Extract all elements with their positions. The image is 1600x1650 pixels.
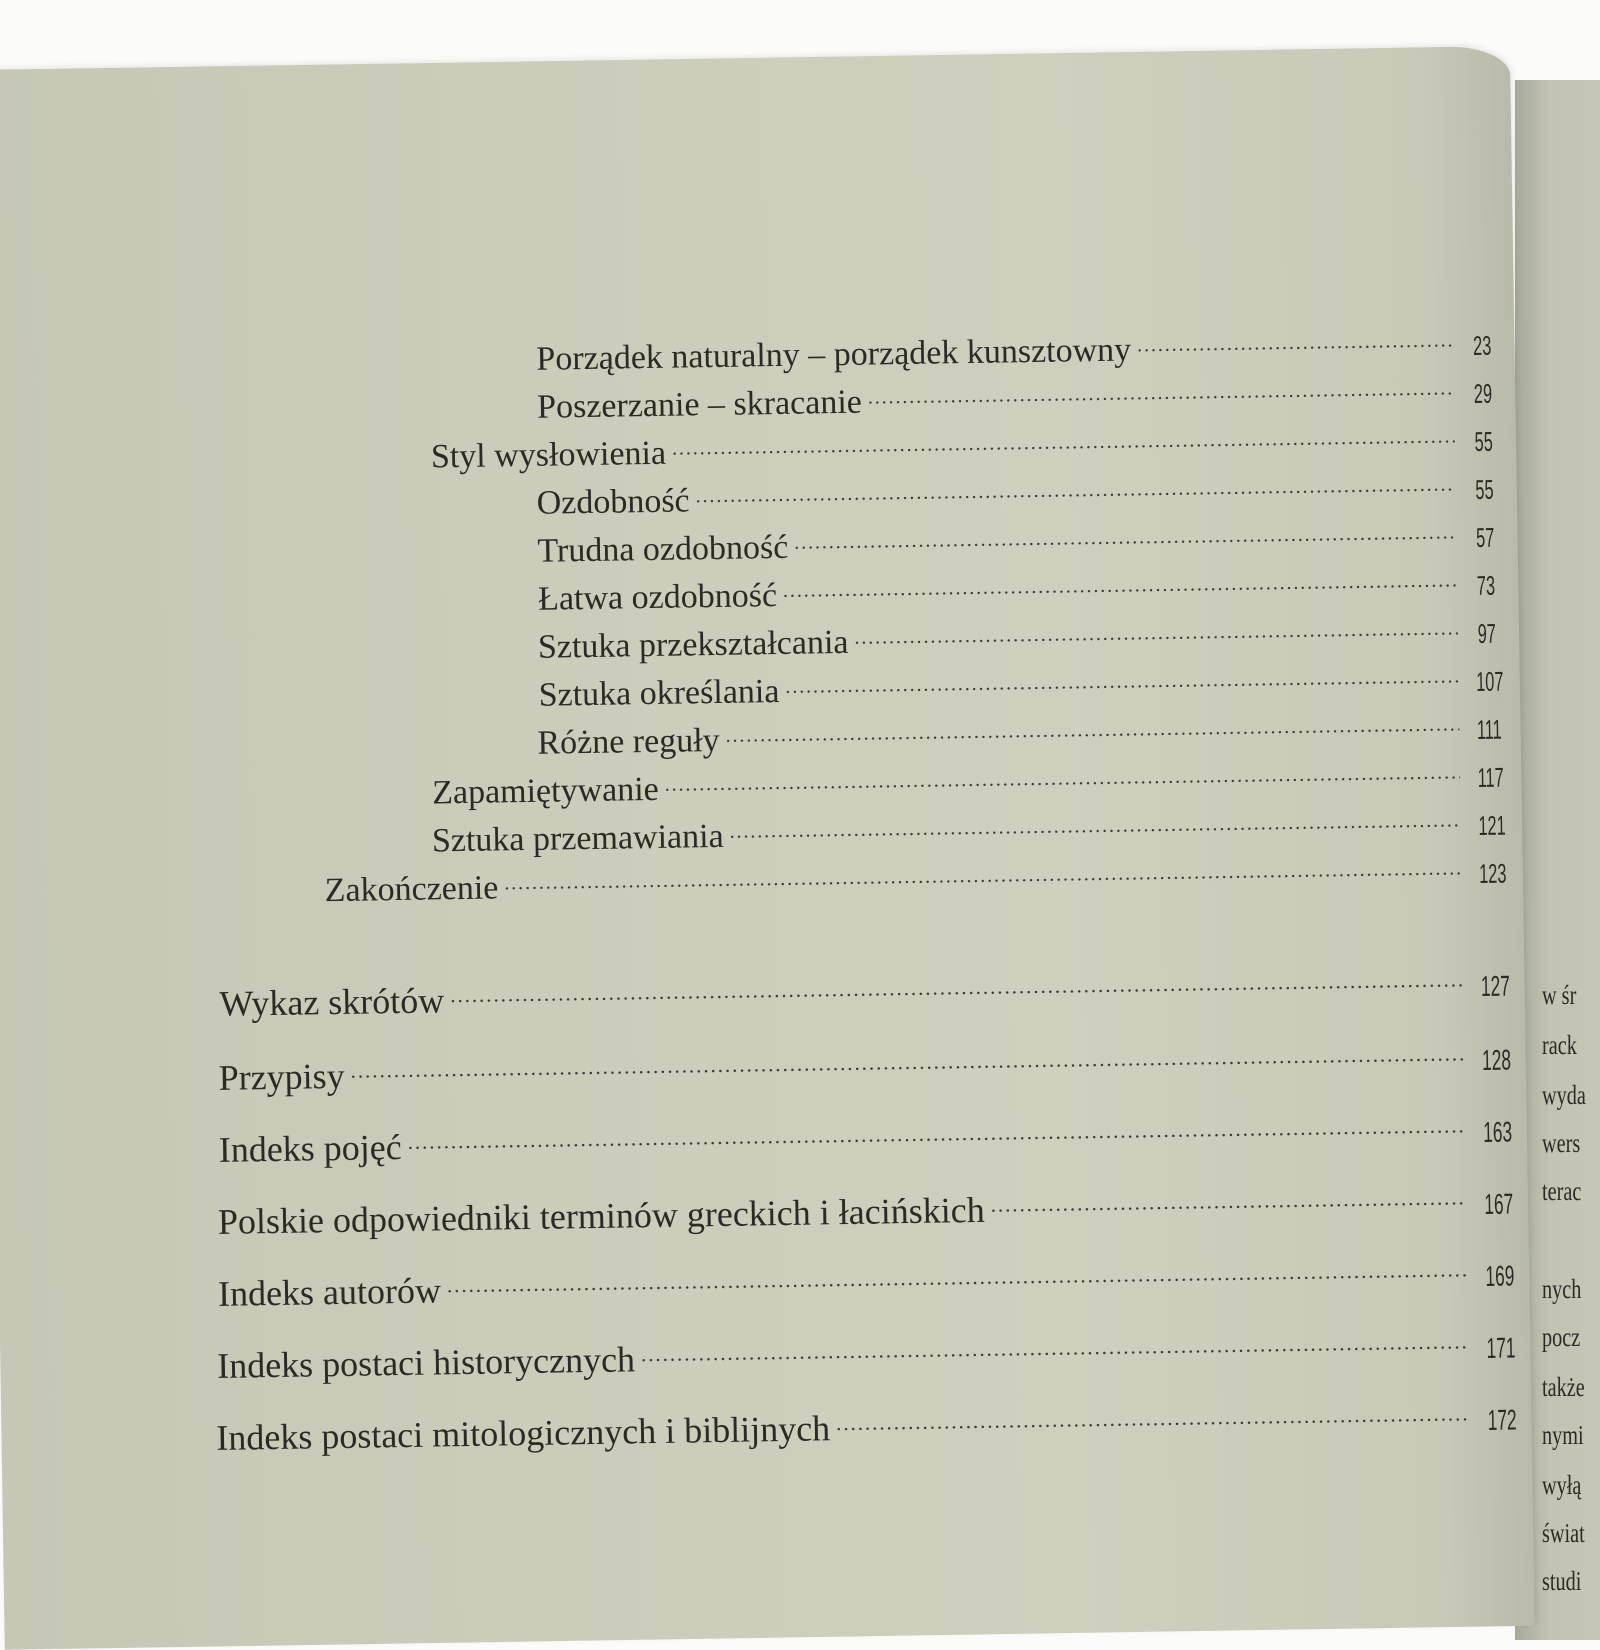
toc-entry: [217, 1174, 1514, 1243]
dot-leader: [867, 366, 1454, 413]
toc-entry: [218, 1102, 1513, 1171]
toc-entry-page: 163: [1483, 1116, 1513, 1149]
toc-entry-page: 123: [1478, 857, 1507, 890]
dot-leader: [990, 1174, 1467, 1221]
toc-entry-page: 172: [1487, 1404, 1517, 1437]
toc-entry-page: 55: [1475, 474, 1494, 506]
right-page-fragment: wers: [1542, 1128, 1581, 1158]
right-page-fragment: rack: [1542, 1030, 1577, 1060]
toc-entry-page: 111: [1476, 714, 1502, 746]
toc-entry-title: Przypisy: [218, 1055, 345, 1098]
toc-entry: [216, 1318, 1516, 1387]
toc-entry-title: Indeks postaci historycznych: [216, 1338, 636, 1386]
toc-entry-page: 127: [1480, 970, 1511, 1003]
toc-entry-title: Sztuka określania: [538, 673, 780, 715]
right-page-fragment: wyłą: [1542, 1470, 1582, 1500]
toc-entry-title: Indeks pojęć: [218, 1126, 402, 1170]
right-page-fragment: studi: [1542, 1566, 1582, 1596]
toc-entry: [219, 956, 1511, 1025]
toc-entry-page: 128: [1481, 1044, 1512, 1077]
toc-entry: [215, 1390, 1517, 1459]
toc-entry-title: Poszerzanie – skracanie: [536, 384, 863, 427]
toc-entry-title: Polskie odpowiedniki terminów greckich i łacińskich: [217, 1189, 985, 1242]
toc-entry-page: 107: [1475, 665, 1504, 698]
toc-entry-page: 169: [1485, 1260, 1515, 1293]
dot-leader: [447, 1246, 1469, 1302]
dot-leader: [450, 956, 1464, 1012]
toc-entry-page: 73: [1476, 570, 1496, 602]
toc-entry-page: 29: [1473, 378, 1493, 410]
toc-entry-title: Ozdobność: [536, 482, 690, 523]
toc-entry-title: Trudna ozdobność: [537, 529, 789, 571]
right-page-fragment: także: [1542, 1372, 1585, 1402]
toc-entry-title: Różne reguły: [537, 722, 720, 763]
toc-entry-title: Sztuka przekształcania: [537, 624, 849, 667]
toc-entry: [218, 1030, 1512, 1099]
toc-entry: [217, 1246, 1515, 1315]
right-page-fragment: nymi: [1542, 1420, 1584, 1450]
toc-entry-page: 57: [1475, 522, 1495, 554]
toc-entry-title: Zapamiętywanie: [431, 771, 660, 812]
toc-entry-page: 23: [1472, 330, 1492, 362]
right-page-fragment: wyda: [1542, 1080, 1586, 1110]
right-page-fragment: pocz: [1542, 1322, 1581, 1352]
toc-entry-title: Łatwa ozdobność: [537, 577, 778, 619]
toc-entry-title: Wykaz skrótów: [219, 979, 445, 1024]
toc-entry-page: 97: [1477, 618, 1497, 650]
toc-entry-title: Indeks postaci mitologicznych i biblijnych: [215, 1407, 831, 1458]
dot-leader: [641, 1318, 1470, 1371]
toc-entry-title: Zakończenie: [324, 869, 499, 910]
toc-entry-title: Sztuka przemawiania: [431, 818, 724, 860]
dot-leader: [854, 606, 1458, 653]
dot-leader: [407, 1102, 1466, 1158]
toc-entry-page: 167: [1484, 1188, 1514, 1221]
right-page-fragment: nych: [1542, 1274, 1582, 1304]
toc-entry-title: Indeks autorów: [217, 1269, 442, 1314]
toc-entry-page: 117: [1477, 762, 1504, 794]
dot-leader: [836, 1390, 1471, 1440]
toc-entry-title: Styl wysłowienia: [430, 435, 667, 476]
right-page-fragment: świat: [1542, 1518, 1585, 1548]
toc-entry-page: 171: [1486, 1332, 1516, 1365]
dot-leader: [1137, 318, 1454, 360]
right-page-fragment: terac: [1542, 1176, 1582, 1206]
right-page-fragment: w śr: [1542, 980, 1577, 1010]
dot-leader: [350, 1030, 1464, 1087]
toc-entry-title: Porządek naturalny – porządek kunsztowny: [536, 331, 1132, 379]
toc-entry-page: 55: [1474, 426, 1494, 458]
toc-entry-page: 121: [1478, 809, 1506, 842]
